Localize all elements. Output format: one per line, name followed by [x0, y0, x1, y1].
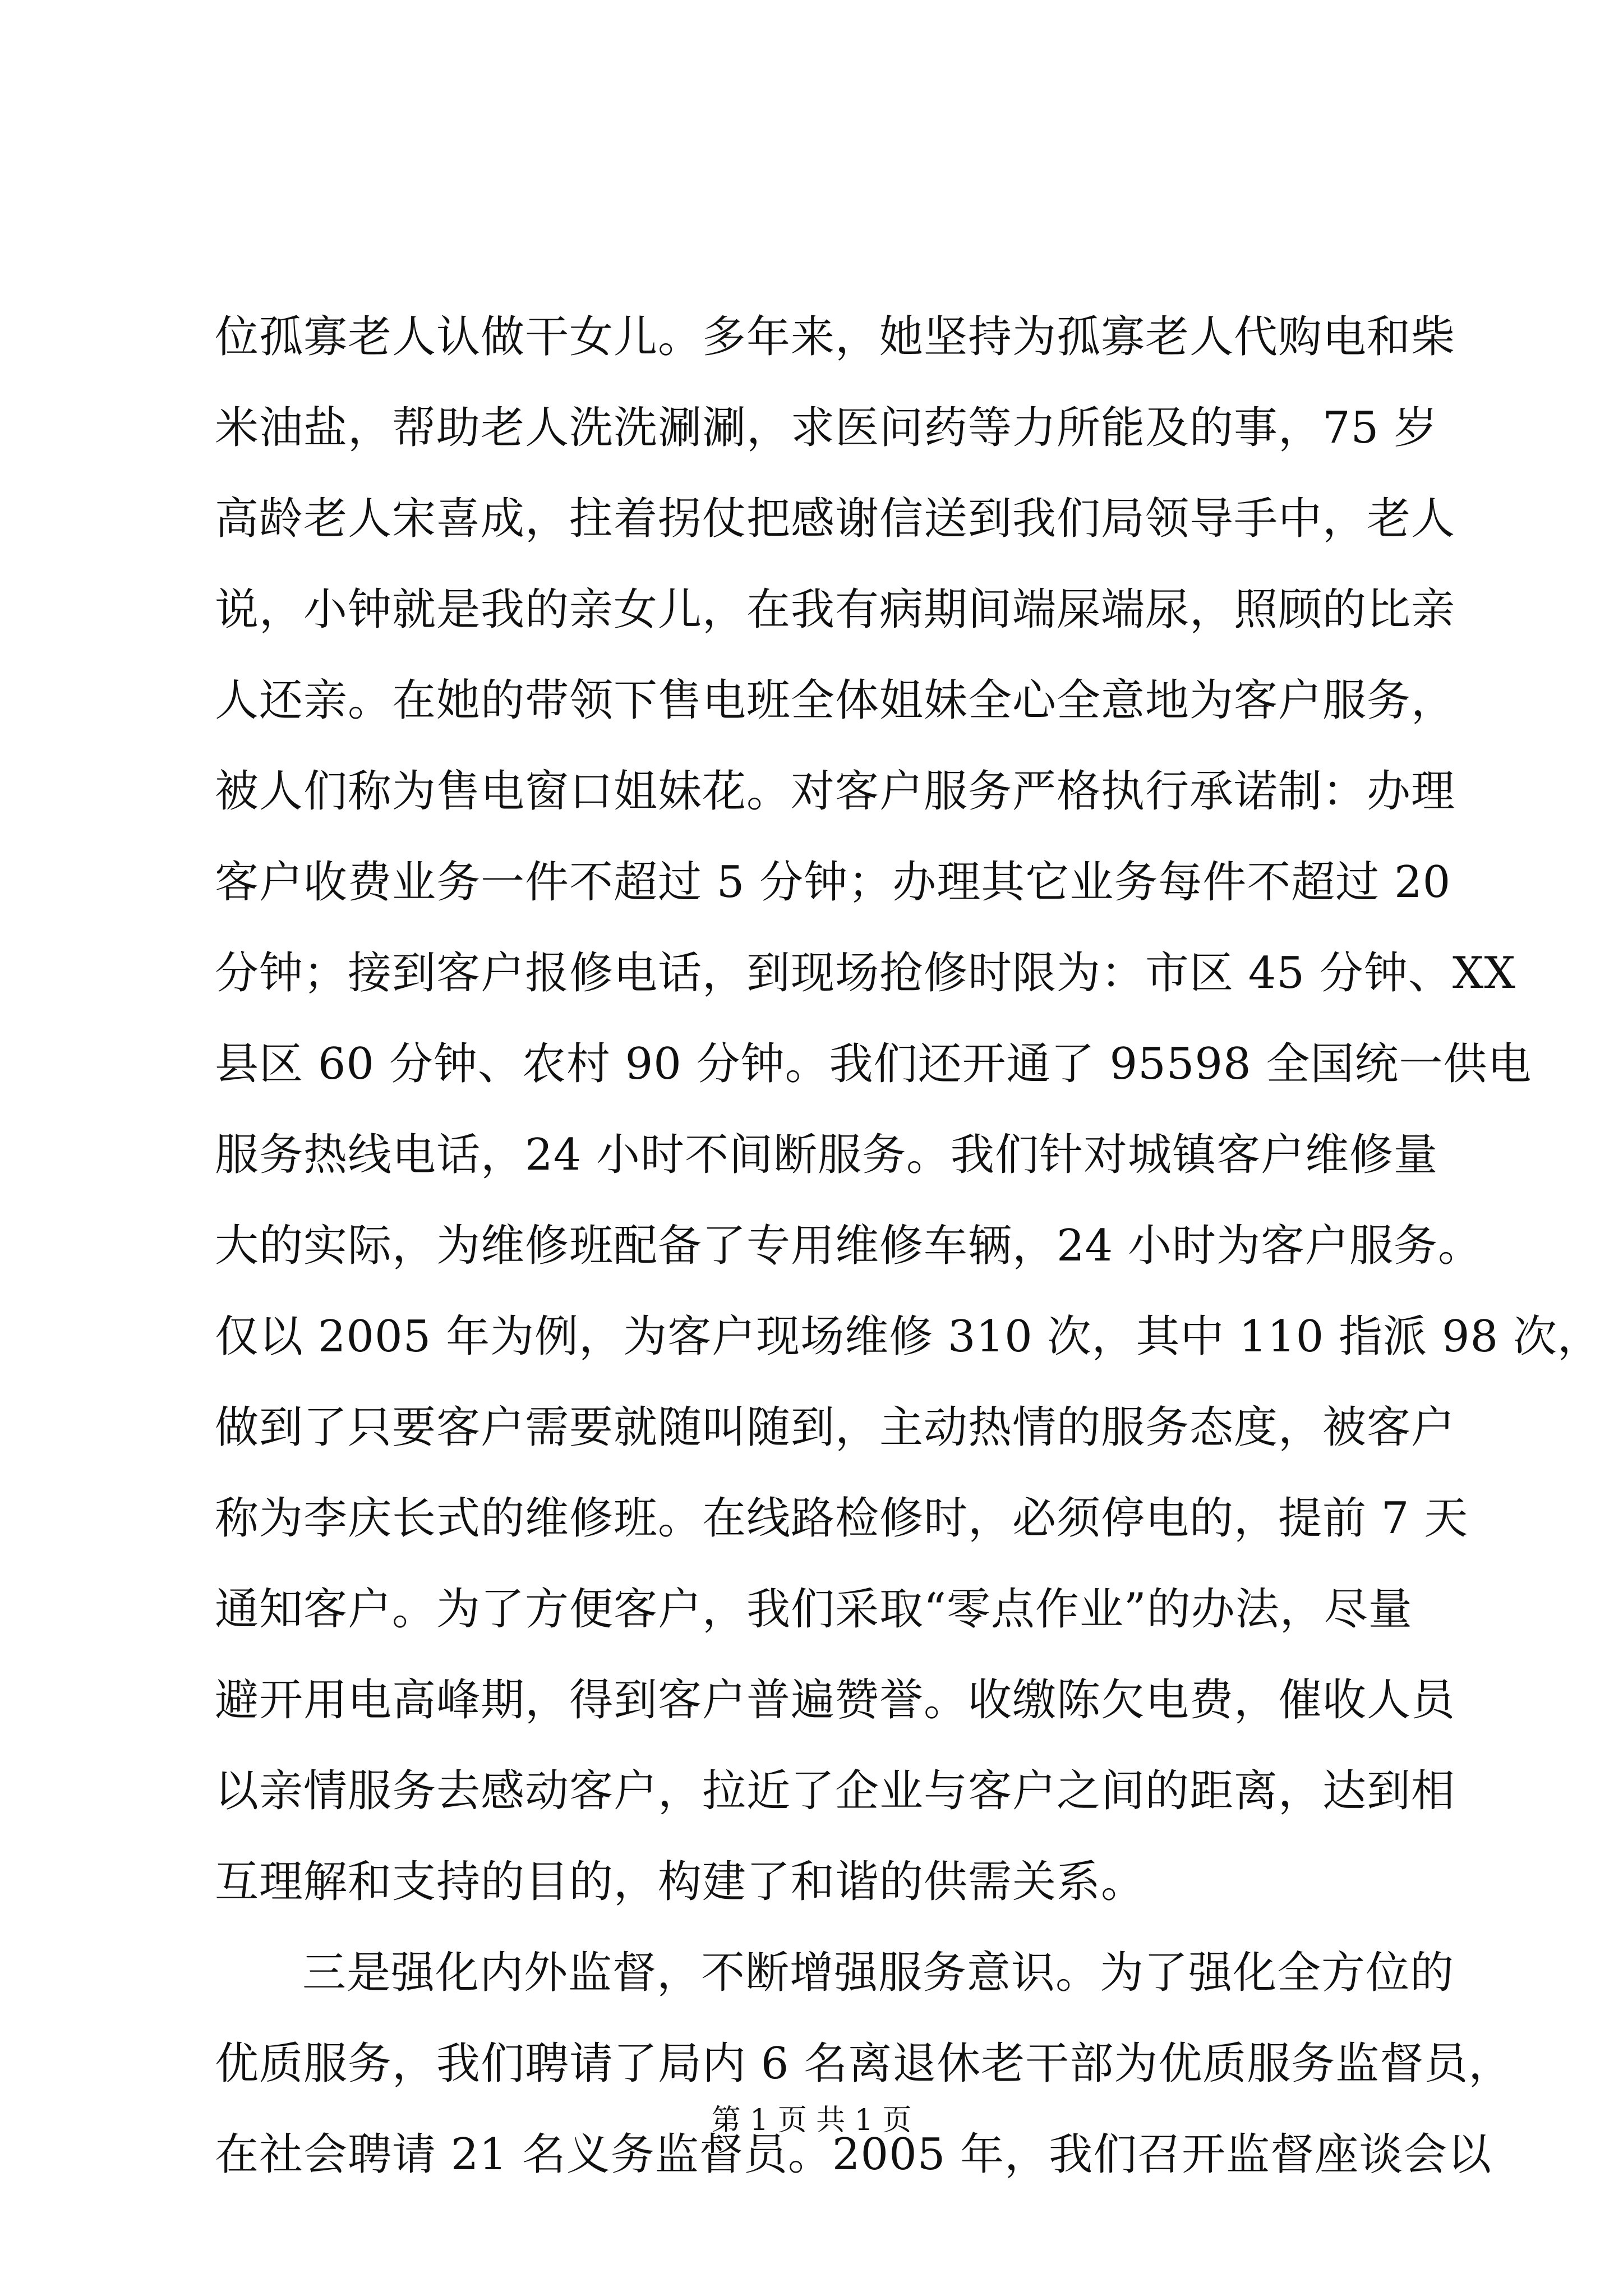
text-line: 被人们称为售电窗口姐妹花。对客户服务严格执行承诺制：办理	[215, 766, 1456, 817]
text-line: 大的实际，为维修班配备了专用维修车辆，24 小时为客户服务。	[215, 1221, 1483, 1271]
text-line: 仅以 2005 年为例，为客户现场维修 310 次，其中 110 指派 98 次，	[215, 1312, 1602, 1362]
body-text	[215, 292, 1602, 2200]
text-line: 米油盐，帮助老人洗洗涮涮，求医问药等力所能及的事，75 岁	[215, 403, 1438, 453]
text-line: 互理解和支持的目的，构建了和谐的供需关系。	[215, 1857, 1146, 1907]
text-line: 人还亲。在她的带领下售电班全体姐妹全心全意地为客户服务，	[215, 675, 1456, 726]
text-line: 服务热线电话，24 小时不间断服务。我们针对城镇客户维修量	[215, 1130, 1438, 1180]
text-line: 做到了只要客户需要就随叫随到，主动热情的服务态度，被客户	[215, 1402, 1456, 1453]
page-number-label: 第 1 页 共 1 页	[711, 2104, 912, 2137]
text-line: 避开用电高峰期，得到客户普遍赞誉。收缴陈欠电费，催收人员	[215, 1675, 1456, 1726]
paragraph-start-line: 三是强化内外监督，不断增强服务意识。为了强化全方位的	[302, 1948, 1455, 1998]
text-line: 县区 60 分钟、农村 90 分钟。我们还开通了 95598 全国统一供电	[215, 1039, 1532, 1089]
text-line: 在社会聘请 21 名义务监督员。2005 年，我们召开监督座谈会以	[215, 2129, 1492, 2180]
text-line: 分钟；接到客户报修电话，到现场抢修时限为：市区 45 分钟、XX	[215, 948, 1516, 999]
text-line: 说，小钟就是我的亲女儿，在我有病期间端屎端尿，照顾的比亲	[215, 585, 1456, 635]
text-line: 以亲情服务去感动客户，拉近了企业与客户之间的距离，达到相	[215, 1766, 1456, 1816]
text-line: 通知客户。为了方便客户，我们采取“零点作业”的办法，尽量	[215, 1584, 1413, 1635]
text-line: 称为李庆长式的维修班。在线路检修时，必须停电的，提前 7 天	[215, 1493, 1469, 1544]
text-line: 位孤寡老人认做干女儿。多年来，她坚持为孤寡老人代购电和柴	[215, 312, 1456, 362]
text-line: 优质服务，我们聘请了局内 6 名离退休老干部为优质服务监督员，	[215, 2039, 1513, 2089]
text-line: 客户收费业务一件不超过 5 分钟；办理其它业务每件不超过 20	[215, 857, 1451, 908]
text-line: 高龄老人宋喜成，拄着拐仗把感谢信送到我们局领导手中，老人	[215, 494, 1456, 544]
page-footer	[0, 2098, 1623, 2143]
